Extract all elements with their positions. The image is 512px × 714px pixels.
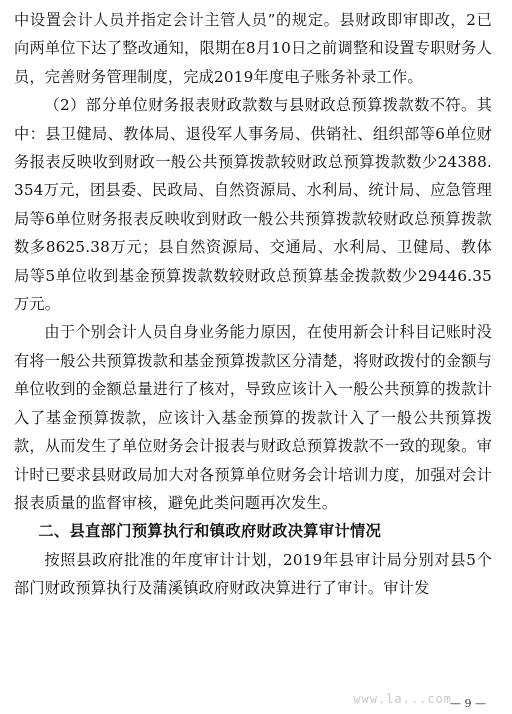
paragraph-cause-analysis: 由于个别会计人员自身业务能力原因，在使用新会计科目记账时没有将一般公共预算拨款和基金预算拨款区分清楚，将财政拨付的金额与单位收到的金额总量进行了核对，导致应该计入一般公共预算的拨款计入了基金预算拨款，应该计入基金预算的拨款计入了一般公共预算拨款，从而发生了单位财务会计报表与财政总预算拨款不一致的现象。审计时已要求县财政局加大对各预算单位财务会计培训力度，加强对会计报表质量的监督审核，避免此类问题再次发生。: [14, 323, 492, 512]
paragraph-continuation: 中设置会计人员并指定会计主管人员”的规定。县财政即审即改，2已向两单位下达了整改通知，限期在8月10日之前调整和设置专职财务人员，完善财务管理制度，完成2019年度电子账务补录工作。: [14, 11, 492, 86]
page-number: — 9 —: [450, 697, 486, 710]
page-footer: [450, 697, 486, 710]
paragraph-item-2: （2）部分单位财务报表财政款数与县财政总预算拨款数不符。其中：县卫健局、教体局、退役军人事务局、供销社、组织部等6单位财务报表反映收到财政一般公共预算拨款较财政总预算拨款数少24388.354万元，团县委、民政局、自然资源局、水利局、统计局、应急管理局等6单位财务报表反映收到财政一般公共预算拨款较财政总预算拨款数多8625.38万元；县自然资源局、交通局、水利局、卫健局、教体局等5单位收到基金预算拨款数较财政总预算基金拨款数少29446.35万元。: [14, 96, 492, 314]
section-heading: 二、县直部门预算执行和镇政府财政决算审计情况: [38, 522, 382, 541]
watermark-text: www.la...com: [353, 692, 452, 706]
paragraph-audit-plan: 按照县政府批准的年度审计计划，2019年县审计局分别对县5个部门财政预算执行及蒲溪镇政府财政决算进行了审计。审计发: [14, 550, 492, 598]
